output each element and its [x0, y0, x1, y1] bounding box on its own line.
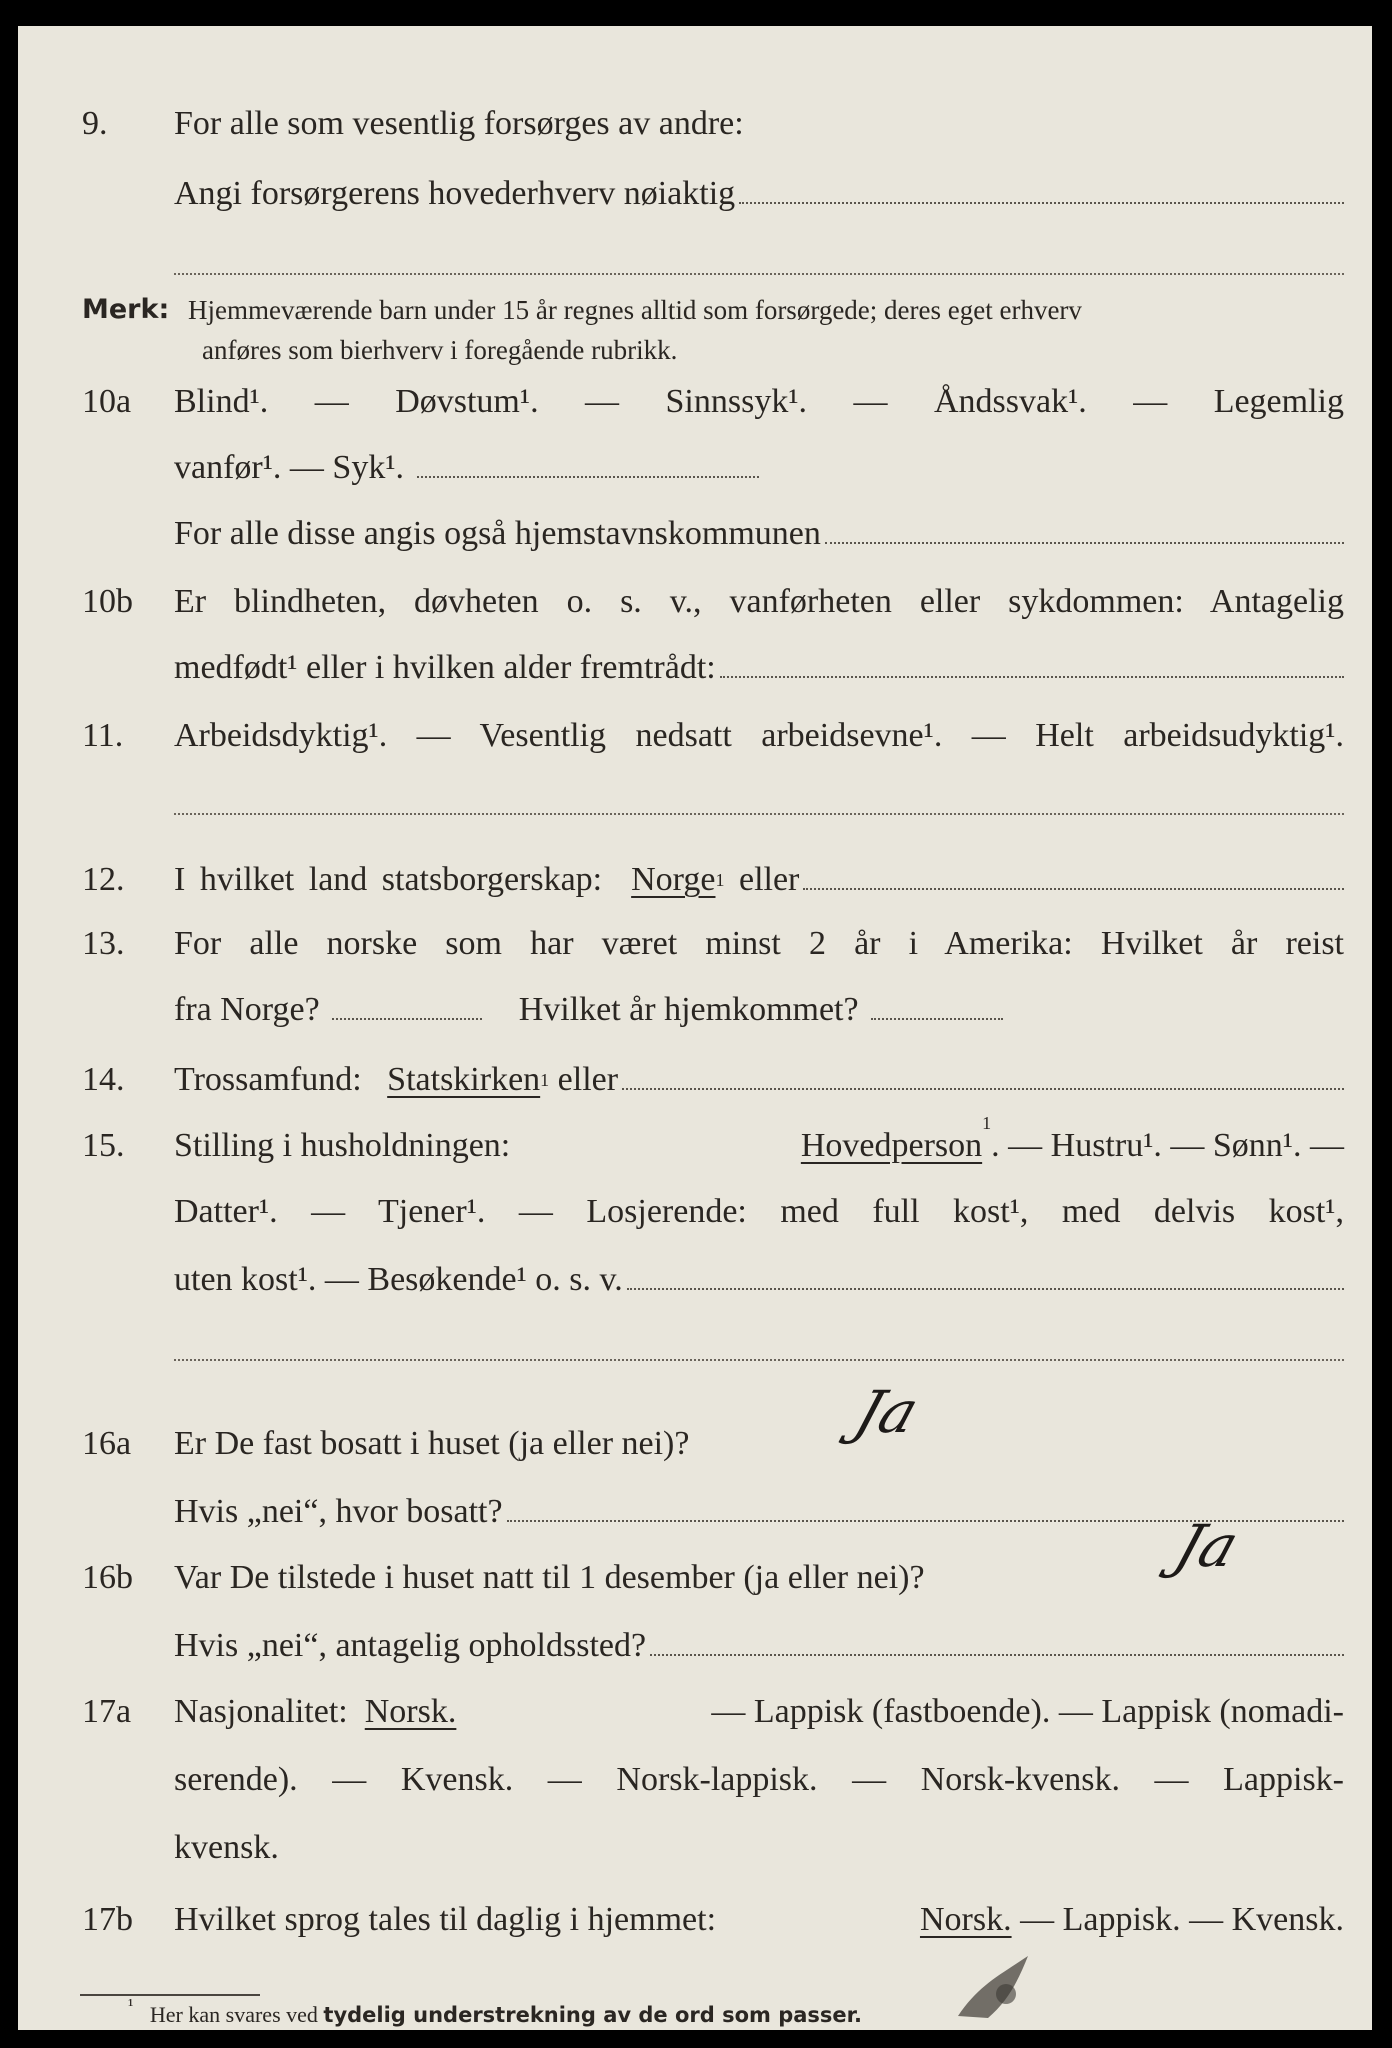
question-text: Nasjonalitet: — [174, 1693, 348, 1730]
underlined-answer: Statskirken — [387, 1061, 541, 1098]
question-text: . — Hustru¹. — Sønn¹. — — [991, 1127, 1344, 1164]
footnote-text: Her kan svares ved — [149, 2002, 318, 2027]
question-15-line3 — [18, 1252, 1372, 1308]
answer-line[interactable] — [332, 1017, 482, 1020]
question-text: eller — [557, 1061, 619, 1098]
question-text: fra Norge? — [174, 991, 320, 1028]
question-text: Datter¹. — Tjener¹. — Losjerende: med full kost¹, med delvis kost¹, — [174, 1193, 1344, 1230]
question-10a-line3 — [18, 506, 1372, 562]
question-text: Er De fast bosatt i huset (ja eller nei)? — [174, 1425, 690, 1462]
question-17a-line3 — [18, 1820, 1372, 1876]
handwritten-answer: Ja — [1166, 1512, 1247, 1580]
question-11 — [18, 708, 1372, 764]
question-number: 10b — [82, 583, 133, 620]
underlined-answer: Hovedperson — [800, 1127, 983, 1164]
question-10a-line2 — [18, 440, 1372, 496]
question-text: Var De tilstede i huset natt til 1 desember (ja eller nei)? — [174, 1559, 925, 1596]
question-text: Er blindheten, døvheten o. s. v., vanførheten eller sykdommen: Antagelig — [174, 583, 1344, 620]
question-text: Hvilket sprog tales til daglig i hjemmet: — [174, 1901, 717, 1938]
question-text: Arbeidsdyktig¹. — Vesentlig nedsatt arbeidsevne¹. — Helt arbeidsudyktig¹. — [174, 717, 1344, 754]
question-text: Blind¹. — Døvstum¹. — Sinnssyk¹. — Åndssvak¹. — Legemlig — [174, 383, 1344, 420]
question-number: 10a — [82, 383, 132, 420]
question-number: 11. — [82, 717, 124, 754]
question-number: 16b — [82, 1559, 133, 1596]
question-number: 14. — [82, 1061, 125, 1098]
question-number: 17b — [82, 1901, 133, 1938]
question-10b — [18, 574, 1372, 630]
question-17b — [18, 1892, 1372, 1948]
question-text: Hvis „nei“, hvor bosatt? — [174, 1493, 503, 1530]
answer-line[interactable] — [871, 1017, 1003, 1020]
answer-line[interactable] — [803, 887, 1344, 890]
underlined-answer: Norsk. — [919, 1901, 1012, 1938]
question-text: Hvis „nei“, antagelig opholdssted? — [174, 1627, 647, 1664]
census-form-page — [18, 26, 1372, 2030]
question-text: vanfør¹. — Syk¹. — [174, 449, 405, 486]
question-number: 17a — [82, 1693, 132, 1730]
question-text: serende). — Kvensk. — Norsk-lappisk. — Norsk-kvensk. — Lappisk- — [174, 1761, 1344, 1798]
question-10a — [18, 374, 1372, 430]
question-text: I hvilket land statsborgerskap: — [174, 861, 603, 898]
question-9-line2 — [18, 166, 1372, 222]
note-text: anføres som bierhverv i foregående rubrikk. — [202, 335, 678, 365]
footnote-divider — [80, 1994, 260, 1996]
question-number: 15. — [82, 1127, 125, 1164]
question-number: 12. — [82, 861, 125, 898]
question-number: 16a — [82, 1425, 132, 1462]
question-text: — Lappisk (fastboende). — Lappisk (nomadi- — [711, 1693, 1344, 1730]
question-15-line2 — [18, 1184, 1372, 1240]
question-16a-line2 — [18, 1484, 1372, 1540]
question-text: For alle norske som har været minst 2 år i Amerika: Hvilket år reist — [174, 925, 1344, 962]
question-17a-line2 — [18, 1752, 1372, 1808]
question-number: 13. — [82, 925, 125, 962]
question-text: eller — [738, 861, 800, 898]
ink-smudge — [918, 1946, 1058, 2026]
note-label: Merk: — [82, 294, 170, 325]
question-16b-line2 — [18, 1618, 1372, 1674]
question-text: For alle som vesentlig forsørges av andre: — [174, 105, 744, 142]
answer-line[interactable] — [174, 272, 1344, 275]
answer-line[interactable] — [627, 1287, 1344, 1290]
question-15: 15. Stilling i husholdningen: Hovedperson$^1$. — Hustru¹. — Sønn¹. — — [18, 1118, 1372, 1174]
answer-line[interactable] — [739, 201, 1344, 204]
question-text: For alle disse angis også hjemstavnskommunen — [174, 515, 821, 552]
footnote-marker: ¹ — [128, 1995, 134, 2015]
question-text: Hvilket år hjemkommet? — [518, 991, 859, 1028]
question-17a — [18, 1684, 1372, 1740]
answer-line[interactable] — [650, 1653, 1344, 1656]
question-number: 9. — [82, 105, 108, 142]
underlined-answer: Norge — [631, 861, 716, 898]
footnote — [128, 1995, 863, 2030]
answer-line[interactable] — [174, 812, 1344, 815]
footnote-bold-text: tydelig understrekning av de ord som passer. — [323, 2003, 863, 2027]
underlined-answer: Norsk. — [364, 1693, 457, 1730]
note-text: Hjemmeværende barn under 15 år regnes alltid som forsørgede; deres eget erhverv — [188, 295, 1082, 325]
answer-line[interactable] — [174, 1358, 1344, 1361]
question-text: — Lappisk. — Kvensk. — [1020, 1901, 1344, 1938]
question-10b-line2 — [18, 640, 1372, 696]
answer-line[interactable] — [720, 675, 1344, 678]
question-text: medfødt¹ eller i hvilken alder fremtrådt: — [174, 649, 716, 686]
question-text: Trossamfund: — [174, 1061, 362, 1098]
question-14: 14. Trossamfund: Statskirken $^1$ eller — [18, 1052, 1372, 1108]
answer-line[interactable] — [825, 541, 1344, 544]
answer-line[interactable] — [417, 475, 759, 478]
question-16a — [18, 1416, 1372, 1472]
question-13 — [18, 916, 1372, 972]
question-text: kvensk. — [174, 1829, 279, 1866]
question-text: uten kost¹. — Besøkende¹ o. s. v. — [174, 1261, 623, 1298]
question-9 — [18, 96, 1372, 152]
answer-line[interactable] — [622, 1087, 1344, 1090]
question-13-line2 — [18, 982, 1372, 1038]
question-text: Stilling i husholdningen: — [174, 1127, 511, 1164]
question-text: Angi forsørgerens hovederhverv nøiaktig — [174, 175, 736, 212]
question-12: 12. I hvilket land statsborgerskap: Norge $^1$ eller — [18, 852, 1372, 908]
handwritten-answer: Ja — [846, 1378, 927, 1446]
